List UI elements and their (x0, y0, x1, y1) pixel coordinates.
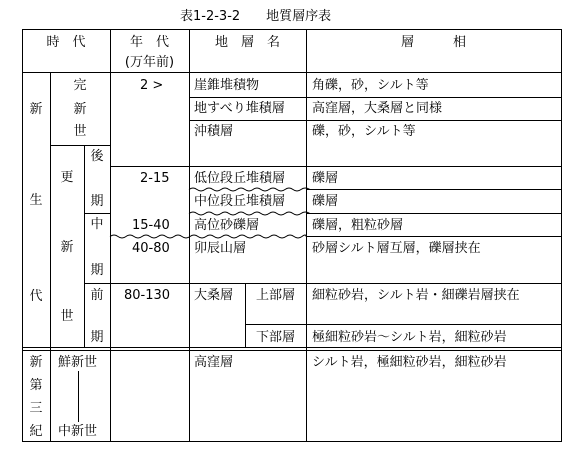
age-value: 40-80 (132, 241, 170, 256)
header-age-unit: (万年前) (124, 55, 175, 70)
formation-name: 大桑層 (194, 288, 234, 303)
table-title: 表1-2-3-2 地質層序表 (180, 9, 332, 24)
epoch-pleistocene-char: 更 (60, 170, 74, 185)
formation-name: 低位段丘堆積層 (194, 171, 286, 186)
facies-text: シルト岩，極細粒砂岩，細粒砂岩 (312, 355, 507, 370)
member-name: 上部層 (256, 288, 296, 303)
facies-text: 角礫，砂，シルト等 (312, 78, 429, 93)
epoch-holocene-char: 新 (73, 102, 87, 117)
age-value: 2-15 (140, 171, 170, 186)
facies-text: 細粒砂岩，シルト岩・細礫岩層挟在 (312, 288, 520, 303)
facies-text: 極細粒砂岩～シルト岩，細粒砂岩 (312, 330, 507, 345)
header-age: 年 代 (129, 35, 169, 50)
facies-text: 礫層 (312, 171, 339, 186)
era-neogene-char: 三 (29, 401, 43, 416)
formation-name: 中位段丘堆積層 (194, 194, 286, 209)
age-value: 15-40 (132, 218, 170, 233)
subepoch-late-char: 後 (90, 149, 104, 164)
member-name: 下部層 (256, 330, 296, 345)
formation-name: 地すべり堆積層 (194, 101, 285, 116)
facies-text: 礫層，粗粒砂層 (312, 218, 404, 233)
epoch-pleistocene-char: 世 (60, 309, 74, 324)
header-facies: 層 相 (400, 35, 466, 50)
facies-text: 礫層 (312, 194, 339, 209)
epoch-holocene-char: 完 (73, 78, 87, 93)
epoch-miocene: 中新世 (58, 424, 98, 439)
header-era: 時 代 (46, 35, 86, 50)
age-value: 2 > (140, 78, 164, 93)
era-neogene-char: 紀 (29, 424, 43, 439)
facies-text: 砂層シルト層互層，礫層挟在 (312, 241, 481, 256)
subepoch-middle-char: 中 (90, 217, 104, 232)
subepoch-early-char: 期 (90, 330, 104, 345)
era-cenozoic-char: 新 (29, 102, 43, 117)
formation-name: 沖積層 (194, 124, 234, 139)
era-neogene-char: 新 (29, 355, 43, 370)
subepoch-late-char: 期 (90, 194, 104, 209)
age-value: 80-130 (124, 288, 171, 303)
facies-text: 礫，砂，シルト等 (312, 124, 416, 139)
subepoch-middle-char: 期 (90, 263, 104, 278)
formation-name: 高位砂礫層 (194, 218, 260, 233)
formation-name: 崖錐堆積物 (194, 78, 260, 93)
epoch-holocene-char: 世 (73, 124, 87, 139)
era-neogene-char: 第 (29, 378, 43, 393)
epoch-pliocene: 鮮新世 (58, 355, 98, 370)
era-cenozoic-char: 代 (29, 289, 43, 304)
subepoch-early-char: 前 (90, 288, 104, 303)
formation-name: 卯辰山層 (194, 241, 247, 256)
epoch-pleistocene-char: 新 (60, 240, 74, 255)
facies-text: 高窪層，大桑層と同様 (312, 101, 443, 116)
era-cenozoic-char: 生 (29, 193, 43, 208)
formation-name: 高窪層 (194, 355, 234, 370)
header-formation: 地 層 名 (214, 35, 280, 50)
